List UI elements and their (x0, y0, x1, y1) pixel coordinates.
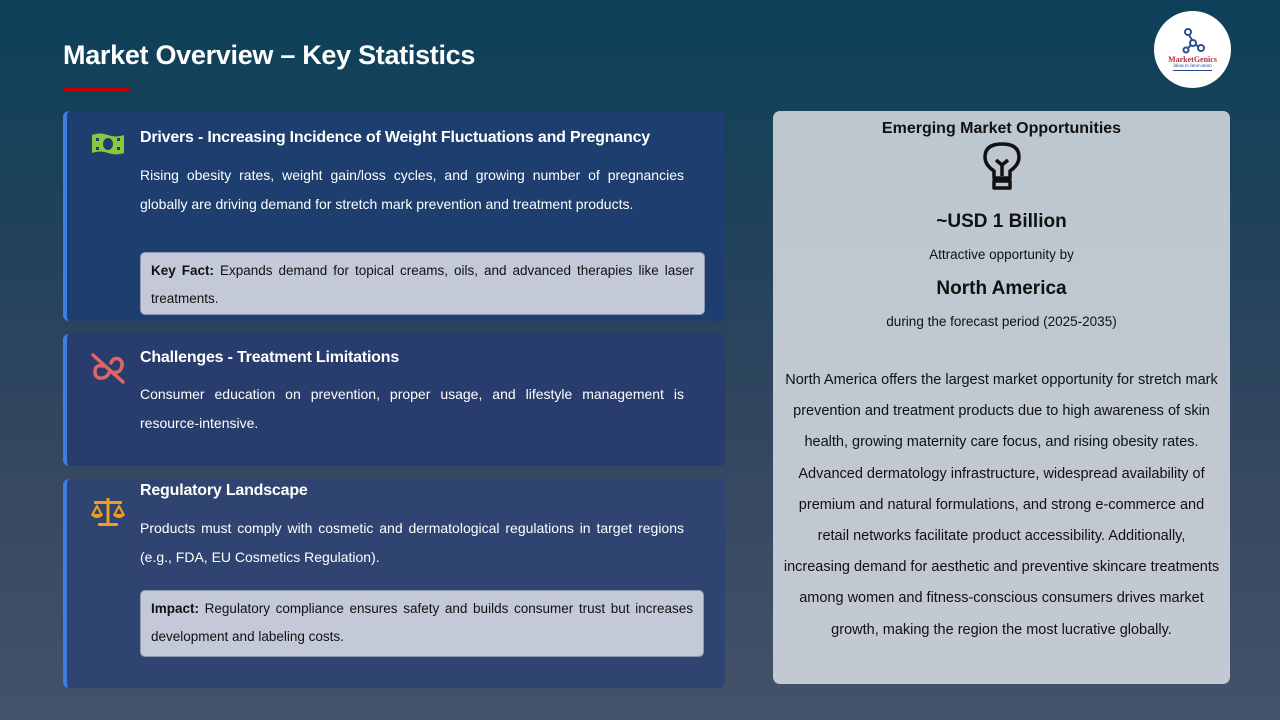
drivers-title: Drivers - Increasing Incidence of Weight Fluctuations and Pregnancy (140, 129, 650, 146)
lightbulb-icon (980, 140, 1024, 192)
opportunity-value: ~USD 1 Billion (936, 211, 1067, 232)
impact-label: Impact: (151, 601, 200, 616)
opportunity-panel (773, 111, 1230, 684)
key-fact-box (140, 252, 705, 315)
forecast-period: during the forecast period (2025-2035) (886, 314, 1117, 329)
key-fact-text: Expands demand for topical creams, oils, and advanced therapies like laser treatments. (151, 263, 694, 306)
opportunity-region: North America (936, 278, 1067, 299)
title-underline (64, 87, 129, 91)
impact-box (140, 590, 704, 657)
challenges-text: Consumer education on prevention, proper usage, and lifestyle management is resource-intensive. (140, 386, 684, 431)
opportunity-title: Emerging Market Opportunities (881, 120, 1122, 137)
regulatory-title: Regulatory Landscape (140, 482, 308, 499)
regulatory-card (63, 479, 725, 688)
drivers-card (63, 111, 725, 321)
opportunity-description: North America offers the largest market opportunity for stretch mark prevention and treatment products due to high awareness of skin health, growing maternity care focus, and rising obesity rates. Advanced dermatology infrastructure, widespread availability of premium and natural formulations, and strong e-commerce and retail networks facilitate product accessibility. Additionally, increasing demand for aesthetic and preventive skincare treatments among women and fitness-conscious consumers drives market growth, making the region the most lucrative globally. (783, 372, 1220, 638)
regulatory-text: Products must comply with cosmetic and dermatological regulations in target regions (e.g., FDA, EU Cosmetics Regulation). (140, 520, 684, 565)
company-logo (1154, 11, 1231, 88)
money-bill-icon (88, 127, 128, 161)
challenges-card (63, 334, 725, 466)
molecule-network-icon (1180, 28, 1206, 54)
page-title: Market Overview – Key Statistics (63, 40, 476, 70)
broken-link-icon (88, 351, 128, 385)
opportunity-subtitle: Attractive opportunity by (929, 247, 1074, 262)
logo-tagline: Ideas to Innovation (1173, 64, 1212, 69)
balance-scale-icon (88, 495, 128, 529)
key-fact-label: Key Fact: (151, 263, 214, 278)
challenges-title: Challenges - Treatment Limitations (140, 349, 400, 366)
drivers-text: Rising obesity rates, weight gain/loss cycles, and growing number of pregnancies globally are driving demand for stretch mark prevention and treatment products. (140, 167, 684, 212)
impact-text: Regulatory compliance ensures safety and builds consumer trust but increases development and labeling costs. (151, 601, 693, 644)
logo-name: MarketGenics (1168, 55, 1217, 64)
